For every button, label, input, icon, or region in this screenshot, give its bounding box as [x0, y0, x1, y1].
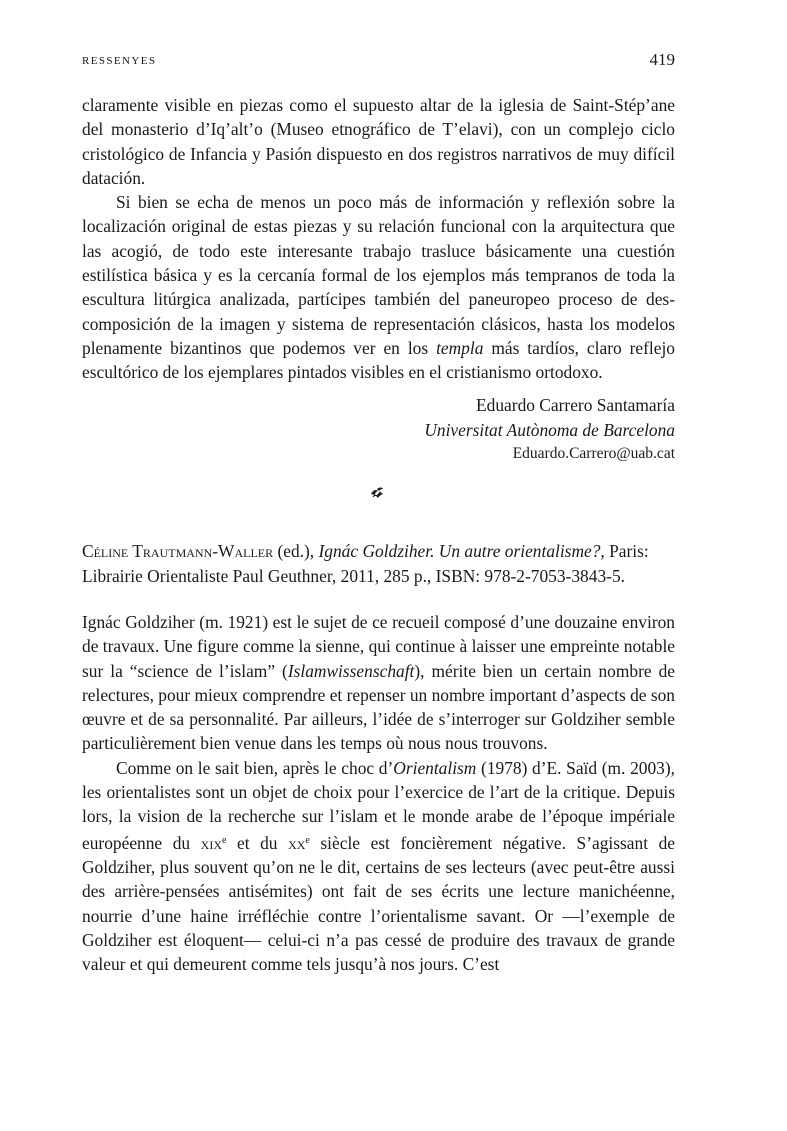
paragraph-text: ), mérite bien un certain nombre de relectures, pour mieux comprendre et repenser un nombre important d’aspects de son œuvre et de sa personnalité. Par ailleurs, l’idée de s’interroger sur Goldziher semble particulièrement bien venue dans les temps où nous nous trouvons. — [82, 660, 676, 754]
reviewer-signature — [424, 393, 675, 466]
paragraph-text: siècle est foncièrement négative. S’agissant de Goldziher, plus souvent qu’on ne le dit, certains de ses lecteurs (avec peut-être aussi des arrière-pensées antisémites) ont fait de ses écrits une lecture manichéenne, nourrie d’une haine irréfléchie contre l’orientalisme savant. Or —l’exemple de Goldziher est éloquent— celui-ci n’a pas cessé de produire des travaux de grande valeur et qui demeurent comme tels jusqu’à nos jours. C’est — [82, 832, 676, 975]
paragraph-text: (1978) d’E. Saïd (m. 2003), les orientalistes sont un objet de choix pour l’exercice de l’art de la critique. Depuis lors, la vision de la recherche sur l’islam et le monde arabe de l’époque impériale européenne du — [82, 757, 675, 853]
review-continuation — [82, 93, 675, 385]
paragraph-text: Ignác Goldziher (m. 1921) est le sujet de ce recueil composé d’une douzaine environ de travaux. Une figure comme la sienne, qui continue à laisser une empreinte notable sur la “science de l’islam” ( — [82, 612, 675, 681]
page-number: 419 — [649, 50, 675, 69]
paragraph-text: claramente visible en piezas como el supuesto altar de la iglesia de Saint-Stép’ane del monasterio d’Iq’alt’o (Museo etnográfico de T’elavi), con un complejo ciclo cristológico de Infancia y Pasión dispuesto en dos registros narrativos de muy difícil datación. — [82, 95, 675, 188]
paragraph — [82, 756, 675, 977]
page — [82, 0, 675, 1131]
paragraph — [82, 93, 675, 190]
reviewer-name: Eduardo Carrero Santamaría — [476, 395, 675, 415]
review-citation — [82, 539, 675, 588]
paragraph-text: et du — [226, 832, 289, 853]
paragraph-text: Comme on le sait bien, après le choc d’ — [116, 757, 394, 778]
editor-note: (ed.), — [273, 541, 319, 561]
fleuron-icon — [367, 483, 387, 503]
italic-term: Islamwissenschaft — [287, 660, 415, 681]
book-author: Céline Trautmann-Waller — [82, 541, 274, 561]
fleuron-icon-graphic — [367, 483, 387, 503]
review-body — [82, 610, 675, 976]
paragraph — [82, 190, 675, 384]
paragraph — [82, 610, 675, 756]
superscript: e — [221, 834, 227, 846]
italic-term: Orientalism — [393, 757, 477, 778]
paragraph-text: más tardíos, claro reflejo escultórico de los ejemplares pintados visibles en el cristianismo ortodoxo. — [82, 337, 676, 383]
century-numeral: xix — [200, 832, 222, 853]
book-title: Ignác Goldziher. Un autre orientalisme?, — [318, 541, 605, 561]
century-numeral: xx — [288, 832, 306, 853]
section-title: RESSENYES — [82, 55, 157, 67]
reviewer-institution: Universitat Autònoma de Barcelona — [424, 419, 675, 440]
paragraph-text: Si bien se echa de menos un poco más de información y reflexión sobre la localización original de estas piezas y su relación funcional con la arquitectura que las acogió, de todo este interesante trabajo trasluce básicamente una cuestión estilística básica y es la cercanía formal de los ejemplos más tempranos de toda la escultura litúrgica analizada, partícipes también del paneuropeo proceso de descomposición de la imagen y sistema de representación clásicos, hasta los modelos plenamente bizantinos que podemos ver en los — [82, 192, 675, 358]
italic-term: templa — [436, 337, 484, 358]
reviewer-email: Eduardo.Carrero@uab.cat — [512, 445, 675, 462]
running-head — [82, 50, 675, 73]
superscript: e — [305, 834, 310, 846]
publication-info: Paris: Librairie Orientaliste Paul Geuthner, 2011, 285 p., ISBN: 978-2-7053-3843-5. — [82, 541, 649, 586]
